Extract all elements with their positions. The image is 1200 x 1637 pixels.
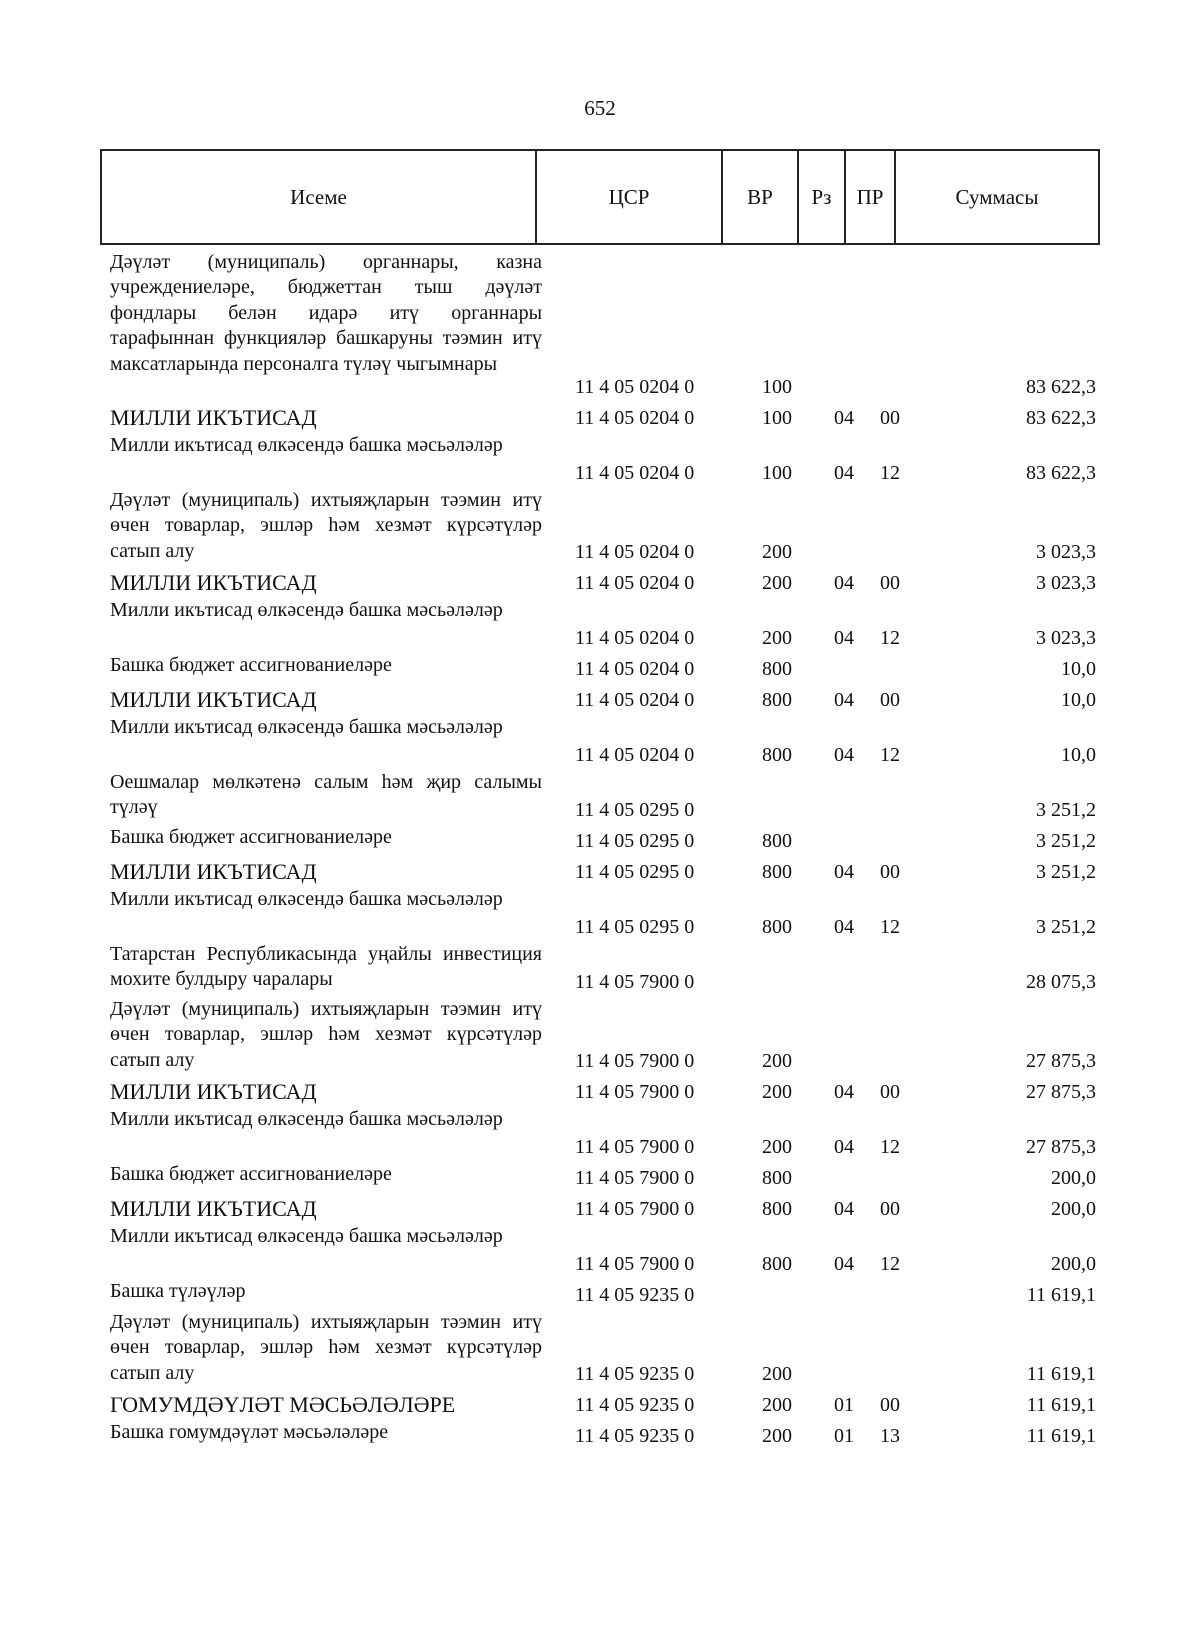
row-rz: 04 <box>834 1198 854 1220</box>
row-csr: 11 4 05 9235 0 <box>575 1394 695 1416</box>
row-sum: 3 023,3 <box>1036 627 1096 649</box>
row-vr: 800 <box>762 830 792 852</box>
row-vr: 200 <box>762 627 792 649</box>
row-sum: 83 622,3 <box>1026 407 1096 429</box>
row-name: Милли икътисад өлкәсендә башка мәсьәләләр <box>110 434 503 456</box>
row-sum: 27 875,3 <box>1026 1081 1096 1103</box>
row-vr: 800 <box>762 1198 792 1220</box>
row-csr: 11 4 05 7900 0 <box>575 1136 695 1158</box>
row-vr: 200 <box>762 572 792 594</box>
row-rz: 04 <box>834 861 854 883</box>
row-name: Милли икътисад өлкәсендә башка мәсьәләләр <box>110 1108 503 1130</box>
table-row <box>0 856 1200 887</box>
row-sum: 3 251,2 <box>1036 861 1096 883</box>
row-sum: 11 619,1 <box>1026 1284 1096 1306</box>
row-pr: 00 <box>880 861 900 883</box>
row-name: МИЛЛИ ИКЪТИСАД <box>110 570 317 595</box>
page-number: 652 <box>584 96 616 120</box>
row-csr: 11 4 05 7900 0 <box>575 971 695 993</box>
row-name: Милли икътисад өлкәсендә башка мәсьәләләр <box>110 716 503 738</box>
row-csr: 11 4 05 0204 0 <box>575 627 695 649</box>
row-name: Милли икътисад өлкәсендә башка мәсьәләләр <box>110 1225 503 1247</box>
row-vr: 200 <box>762 1050 792 1072</box>
row-sum: 3 251,2 <box>1036 916 1096 938</box>
row-sum: 200,0 <box>1051 1198 1096 1220</box>
row-sum: 11 619,1 <box>1026 1363 1096 1385</box>
row-rz: 04 <box>834 462 854 484</box>
table-row <box>0 684 1200 715</box>
row-csr: 11 4 05 0204 0 <box>575 572 695 594</box>
row-rz: 01 <box>834 1394 854 1416</box>
table-row <box>0 250 1200 402</box>
header-sum: Суммасы <box>955 184 1039 209</box>
row-csr: 11 4 05 7900 0 <box>575 1198 695 1220</box>
row-csr: 11 4 05 0204 0 <box>575 541 695 563</box>
row-sum: 10,0 <box>1061 689 1096 711</box>
row-pr: 12 <box>880 627 900 649</box>
row-csr: 11 4 05 0295 0 <box>575 861 695 883</box>
table-row <box>0 1279 1200 1310</box>
row-name: Башка бюджет ассигнованиеләре <box>110 654 392 676</box>
row-sum: 10,0 <box>1061 658 1096 680</box>
row-name: МИЛЛИ ИКЪТИСАД <box>110 1196 317 1221</box>
header-vr: ВР <box>723 151 799 243</box>
row-name: Дәүләт (муниципаль) ихтыяҗларын тәэмин итү өчен товарлар, эшләр һәм хезмәт күрсәтүләр сатып алу <box>110 1311 542 1384</box>
row-name: Милли икътисад өлкәсендә башка мәсьәләләр <box>110 599 503 621</box>
row-name: Оешмалар мөлкәтенә салым һәм җир салымы түләү <box>110 771 542 819</box>
row-sum: 3 023,3 <box>1036 572 1096 594</box>
table-row <box>0 715 1200 770</box>
table-row <box>0 402 1200 433</box>
row-rz: 04 <box>834 627 854 649</box>
row-vr: 800 <box>762 1167 792 1189</box>
row-sum: 3 023,3 <box>1036 541 1096 563</box>
row-name: Татарстан Республикасында уңайлы инвестиция мохите булдыру чаралары <box>110 943 542 991</box>
row-sum: 11 619,1 <box>1026 1425 1096 1447</box>
row-pr: 00 <box>880 572 900 594</box>
row-vr: 200 <box>762 1394 792 1416</box>
table-row <box>0 653 1200 684</box>
row-sum: 27 875,3 <box>1026 1050 1096 1072</box>
row-name: Дәүләт (муниципаль) органнары, казна учреждениеләре, бюджеттан тыш дәүләт фондлары белән идарә итү органнары тарафыннан функцияләр башкаруны тәэмин итү максатларында персоналга түләү чыгымнары <box>110 251 542 375</box>
row-name: МИЛЛИ ИКЪТИСАД <box>110 859 317 884</box>
table-row <box>0 1389 1200 1420</box>
row-csr: 11 4 05 9235 0 <box>575 1425 695 1447</box>
header-pr: ПР <box>846 151 896 243</box>
row-rz: 04 <box>834 744 854 766</box>
row-csr: 11 4 05 0295 0 <box>575 799 695 821</box>
row-rz: 04 <box>834 689 854 711</box>
row-name: МИЛЛИ ИКЪТИСАД <box>110 1079 317 1104</box>
table-row <box>0 770 1200 825</box>
table-row <box>0 433 1200 488</box>
row-csr: 11 4 05 0204 0 <box>575 407 695 429</box>
row-name: Дәүләт (муниципаль) ихтыяҗларын тәэмин итү өчен товарлар, эшләр һәм хезмәт күрсәтүләр сатып алу <box>110 998 542 1071</box>
row-csr: 11 4 05 0204 0 <box>575 689 695 711</box>
table-row <box>0 887 1200 942</box>
row-pr: 12 <box>880 1253 900 1275</box>
row-vr: 800 <box>762 916 792 938</box>
header-name: Исеме <box>102 151 537 243</box>
table-row <box>0 1076 1200 1107</box>
row-vr: 100 <box>762 376 792 398</box>
row-vr: 100 <box>762 462 792 484</box>
row-name: Башка бюджет ассигнованиеләре <box>110 1163 392 1185</box>
row-csr: 11 4 05 0295 0 <box>575 830 695 852</box>
table-row <box>0 488 1200 567</box>
row-vr: 800 <box>762 689 792 711</box>
row-sum: 28 075,3 <box>1026 971 1096 993</box>
row-name: МИЛЛИ ИКЪТИСАД <box>110 405 317 430</box>
row-sum: 27 875,3 <box>1026 1136 1096 1158</box>
row-csr: 11 4 05 0204 0 <box>575 376 695 398</box>
row-csr: 11 4 05 9235 0 <box>575 1363 695 1385</box>
table-row <box>0 567 1200 598</box>
row-pr: 12 <box>880 1136 900 1158</box>
row-rz: 04 <box>834 407 854 429</box>
table-row <box>0 1162 1200 1193</box>
row-rz: 04 <box>834 1253 854 1275</box>
row-vr: 800 <box>762 744 792 766</box>
row-name: ГОМУМДӘҮЛӘТ МӘСЬӘЛӘЛӘРЕ <box>110 1392 456 1417</box>
row-rz: 04 <box>834 1081 854 1103</box>
row-sum: 200,0 <box>1051 1167 1096 1189</box>
row-pr: 00 <box>880 689 900 711</box>
row-vr: 800 <box>762 861 792 883</box>
row-vr: 200 <box>762 1425 792 1447</box>
row-pr: 00 <box>880 1394 900 1416</box>
row-vr: 200 <box>762 541 792 563</box>
table-header <box>100 149 1100 245</box>
row-rz: 04 <box>834 572 854 594</box>
row-csr: 11 4 05 9235 0 <box>575 1284 695 1306</box>
row-rz: 01 <box>834 1425 854 1447</box>
row-vr: 200 <box>762 1136 792 1158</box>
table-row <box>0 1420 1200 1451</box>
row-rz: 04 <box>834 916 854 938</box>
row-pr: 12 <box>880 744 900 766</box>
table-row <box>0 1224 1200 1279</box>
table-row <box>0 1193 1200 1224</box>
table-row <box>0 942 1200 997</box>
header-csr: ЦСР <box>537 151 723 243</box>
table-body <box>0 250 1200 1451</box>
row-csr: 11 4 05 0204 0 <box>575 658 695 680</box>
row-csr: 11 4 05 0204 0 <box>575 462 695 484</box>
row-pr: 00 <box>880 407 900 429</box>
table-row <box>0 825 1200 856</box>
table-row <box>0 997 1200 1076</box>
row-name: Башка гомумдәүләт мәсьәләләре <box>110 1421 389 1443</box>
row-vr: 200 <box>762 1081 792 1103</box>
table-row <box>0 598 1200 653</box>
row-sum: 11 619,1 <box>1026 1394 1096 1416</box>
row-sum: 200,0 <box>1051 1253 1096 1275</box>
row-pr: 12 <box>880 916 900 938</box>
row-name: Милли икътисад өлкәсендә башка мәсьәләләр <box>110 888 503 910</box>
row-pr: 13 <box>880 1425 900 1447</box>
row-vr: 100 <box>762 407 792 429</box>
row-vr: 800 <box>762 658 792 680</box>
row-sum: 10,0 <box>1061 744 1096 766</box>
row-sum: 3 251,2 <box>1036 799 1096 821</box>
header-rz: Рз <box>799 151 846 243</box>
row-csr: 11 4 05 7900 0 <box>575 1167 695 1189</box>
row-pr: 00 <box>880 1198 900 1220</box>
row-vr: 800 <box>762 1253 792 1275</box>
row-csr: 11 4 05 0295 0 <box>575 916 695 938</box>
row-csr: 11 4 05 0204 0 <box>575 744 695 766</box>
row-vr: 200 <box>762 1363 792 1385</box>
row-rz: 04 <box>834 1136 854 1158</box>
table-row <box>0 1107 1200 1162</box>
row-csr: 11 4 05 7900 0 <box>575 1081 695 1103</box>
row-name: МИЛЛИ ИКЪТИСАД <box>110 687 317 712</box>
row-sum: 83 622,3 <box>1026 376 1096 398</box>
row-name: Дәүләт (муниципаль) ихтыяҗларын тәэмин итү өчен товарлар, эшләр һәм хезмәт күрсәтүләр сатып алу <box>110 489 542 562</box>
row-csr: 11 4 05 7900 0 <box>575 1050 695 1072</box>
row-pr: 12 <box>880 462 900 484</box>
table-row <box>0 1310 1200 1389</box>
row-name: Башка түләүләр <box>110 1280 246 1302</box>
row-name: Башка бюджет ассигнованиеләре <box>110 826 392 848</box>
row-csr: 11 4 05 7900 0 <box>575 1253 695 1275</box>
row-sum: 83 622,3 <box>1026 462 1096 484</box>
row-sum: 3 251,2 <box>1036 830 1096 852</box>
row-pr: 00 <box>880 1081 900 1103</box>
